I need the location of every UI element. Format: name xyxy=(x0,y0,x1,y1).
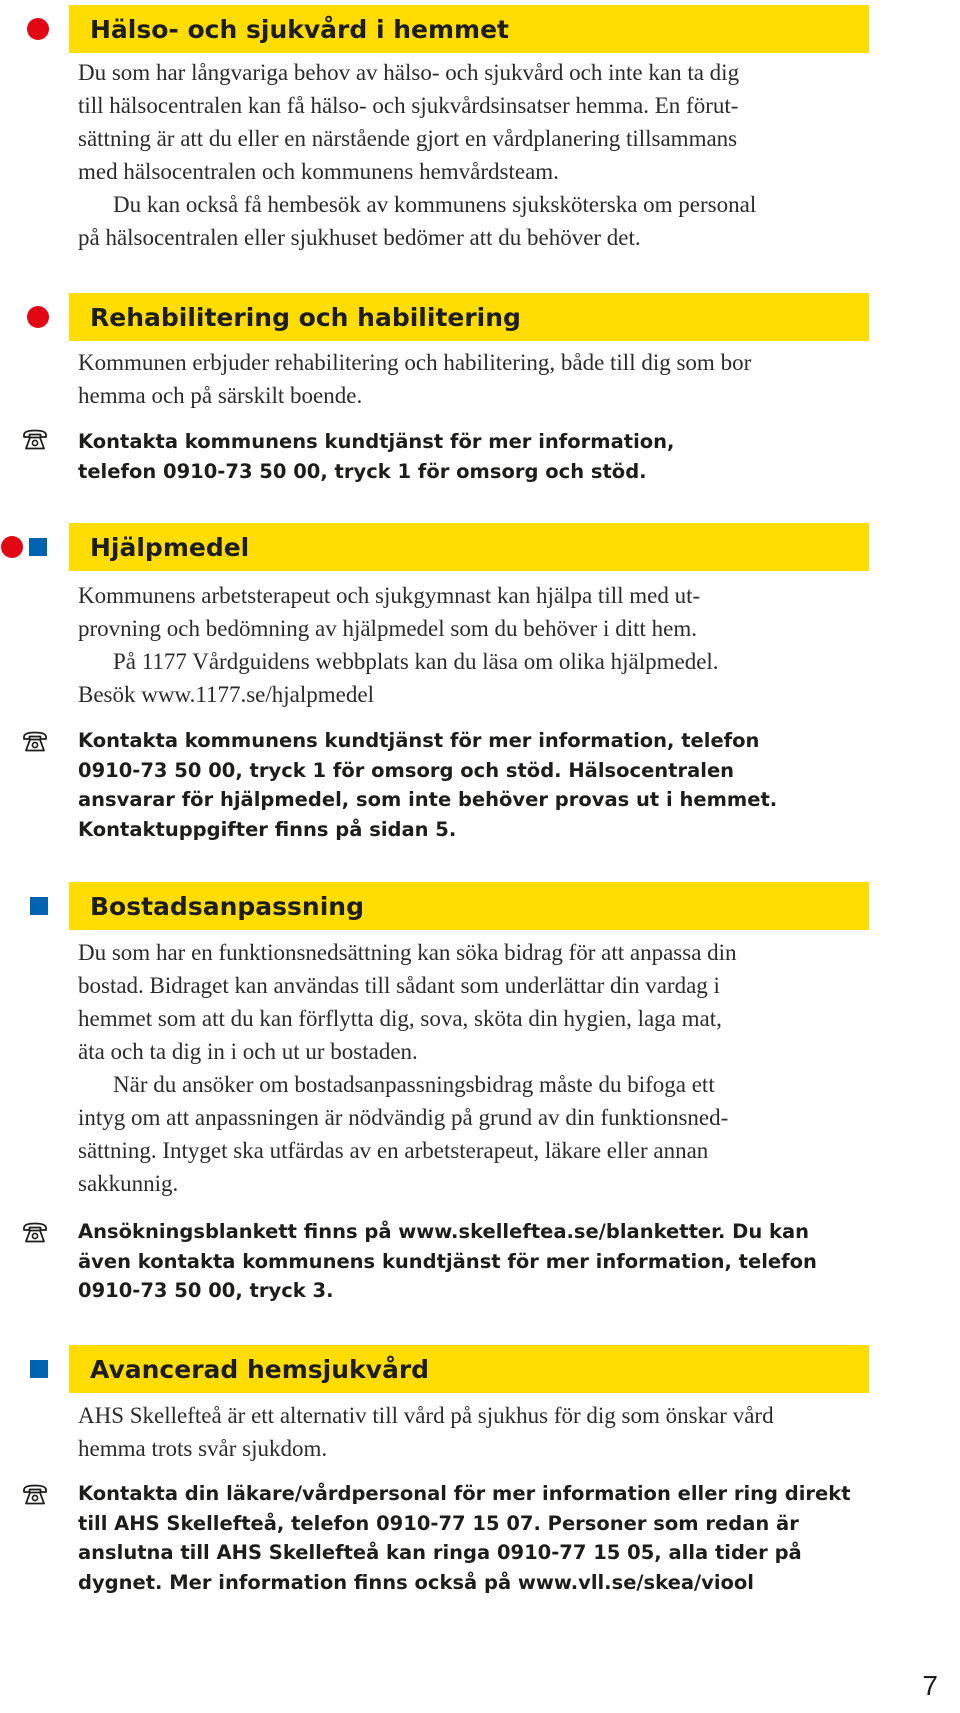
section-3-marker xyxy=(1,523,47,571)
text-line: ansvarar för hjälpmedel, som inte behöver provas ut i hemmet. xyxy=(78,788,778,811)
section-1-marker xyxy=(27,5,49,53)
text-line: Besök www.1177.se/hjalpmedel xyxy=(78,682,374,707)
text-line: provning och bedömning av hjälpmedel som du behöver i ditt hem. xyxy=(78,616,697,641)
text-line: Du som har en funktionsnedsättning kan söka bidrag för att anpassa din xyxy=(78,940,737,965)
text-line: På 1177 Vårdguidens webbplats kan du läsa om olika hjälpmedel. xyxy=(113,649,719,674)
section-body xyxy=(78,936,868,1200)
blue-square-icon xyxy=(30,897,48,915)
section-heading: Hjälpmedel xyxy=(69,523,869,571)
blue-square-icon xyxy=(29,538,47,556)
section-4-marker xyxy=(30,882,48,930)
telephone-icon xyxy=(22,731,48,753)
text-line: sättning. Intyget ska utfärdas av en arbetsterapeut, läkare eller annan xyxy=(78,1138,709,1163)
text-line: dygnet. Mer information finns också på www.vll.se/skea/viool xyxy=(78,1570,754,1594)
text-line: Ansökningsblankett finns på www.skelleftea.se/blanketter. Du kan xyxy=(78,1220,810,1243)
section-heading: Avancerad hemsjukvård xyxy=(69,1345,869,1393)
text-line: Kontakta kommunens kundtjänst för mer information, xyxy=(78,430,675,453)
section-body xyxy=(78,1399,868,1465)
text-line: Du som har långvariga behov av hälso- och sjukvård och inte kan ta dig xyxy=(78,60,740,85)
section-body xyxy=(78,346,868,412)
text-line: anslutna till AHS Skellefteå kan ringa 0910-77 15 05, alla tider på xyxy=(78,1541,802,1564)
text-line: AHS Skellefteå är ett alternativ till vård på sjukhus för dig som önskar vård xyxy=(78,1403,774,1428)
text-line: hemmet som att du kan förflytta dig, sova, sköta din hygien, laga mat, xyxy=(78,1006,722,1031)
contact-info xyxy=(78,726,878,844)
telephone-icon xyxy=(22,1484,48,1506)
text-line: Kontakta kommunens kundtjänst för mer information, telefon xyxy=(78,729,760,752)
section-heading: Bostadsanpassning xyxy=(69,882,869,930)
text-line: även kontakta kommunens kundtjänst för mer information, telefon xyxy=(78,1249,817,1273)
page-number: 7 xyxy=(922,1670,938,1701)
contact-info xyxy=(78,1217,878,1306)
text-line: till AHS Skellefteå, telefon 0910-77 15 07. Personer som redan är xyxy=(78,1511,799,1535)
blue-square-icon xyxy=(30,1360,48,1378)
text-line: intyg om att anpassningen är nödvändig på grund av din funktionsned- xyxy=(78,1105,729,1130)
text-line: sakkunnig. xyxy=(78,1171,179,1196)
text-line: 0910-73 50 00, tryck 3. xyxy=(78,1279,334,1302)
telephone-icon xyxy=(22,1222,48,1244)
text-line: hemma trots svår sjukdom. xyxy=(78,1436,328,1461)
text-line: 0910-73 50 00, tryck 1 för omsorg och stöd. Hälsocentralen xyxy=(78,758,735,782)
text-line: bostad. Bidraget kan användas till sådant som underlättar din vardag i xyxy=(78,973,720,998)
text-line: äta och ta dig in i och ut ur bostaden. xyxy=(78,1039,418,1064)
section-heading: Rehabilitering och habilitering xyxy=(69,293,869,341)
text-line: Kommunen erbjuder rehabilitering och habilitering, både till dig som bor xyxy=(78,350,752,375)
text-line: på hälsocentralen eller sjukhuset bedömer att du behöver det. xyxy=(78,225,641,250)
text-line: När du ansöker om bostadsanpassningsbidrag måste du bifoga ett xyxy=(113,1072,715,1097)
text-line: Kontakta din läkare/vårdpersonal för mer information eller ring direkt xyxy=(78,1482,851,1505)
text-line: med hälsocentralen och kommunens hemvårdsteam. xyxy=(78,159,559,184)
red-dot-icon xyxy=(27,306,49,328)
text-line: hemma och på särskilt boende. xyxy=(78,383,363,408)
text-line: till hälsocentralen kan få hälso- och sjukvårdsinsatser hemma. En förut- xyxy=(78,93,739,118)
text-line: Kontaktuppgifter finns på sidan 5. xyxy=(78,817,457,841)
text-line: Du kan också få hembesök av kommunens sjuksköterska om personal xyxy=(113,192,757,217)
telephone-icon xyxy=(22,429,48,451)
text-line: telefon 0910-73 50 00, tryck 1 för omsorg och stöd. xyxy=(78,459,647,483)
contact-info xyxy=(78,427,878,486)
section-2-marker xyxy=(27,293,49,341)
contact-info xyxy=(78,1479,878,1597)
section-body xyxy=(78,579,868,711)
red-dot-icon xyxy=(27,18,49,40)
section-5-marker xyxy=(30,1345,48,1393)
red-dot-icon xyxy=(1,536,23,558)
text-line: Kommunens arbetsterapeut och sjukgymnast kan hjälpa till med ut- xyxy=(78,583,701,608)
text-line: sättning är att du eller en närstående gjort en vårdplanering tillsammans xyxy=(78,126,738,151)
section-heading: Hälso- och sjukvård i hemmet xyxy=(69,5,869,53)
section-body xyxy=(78,56,868,254)
